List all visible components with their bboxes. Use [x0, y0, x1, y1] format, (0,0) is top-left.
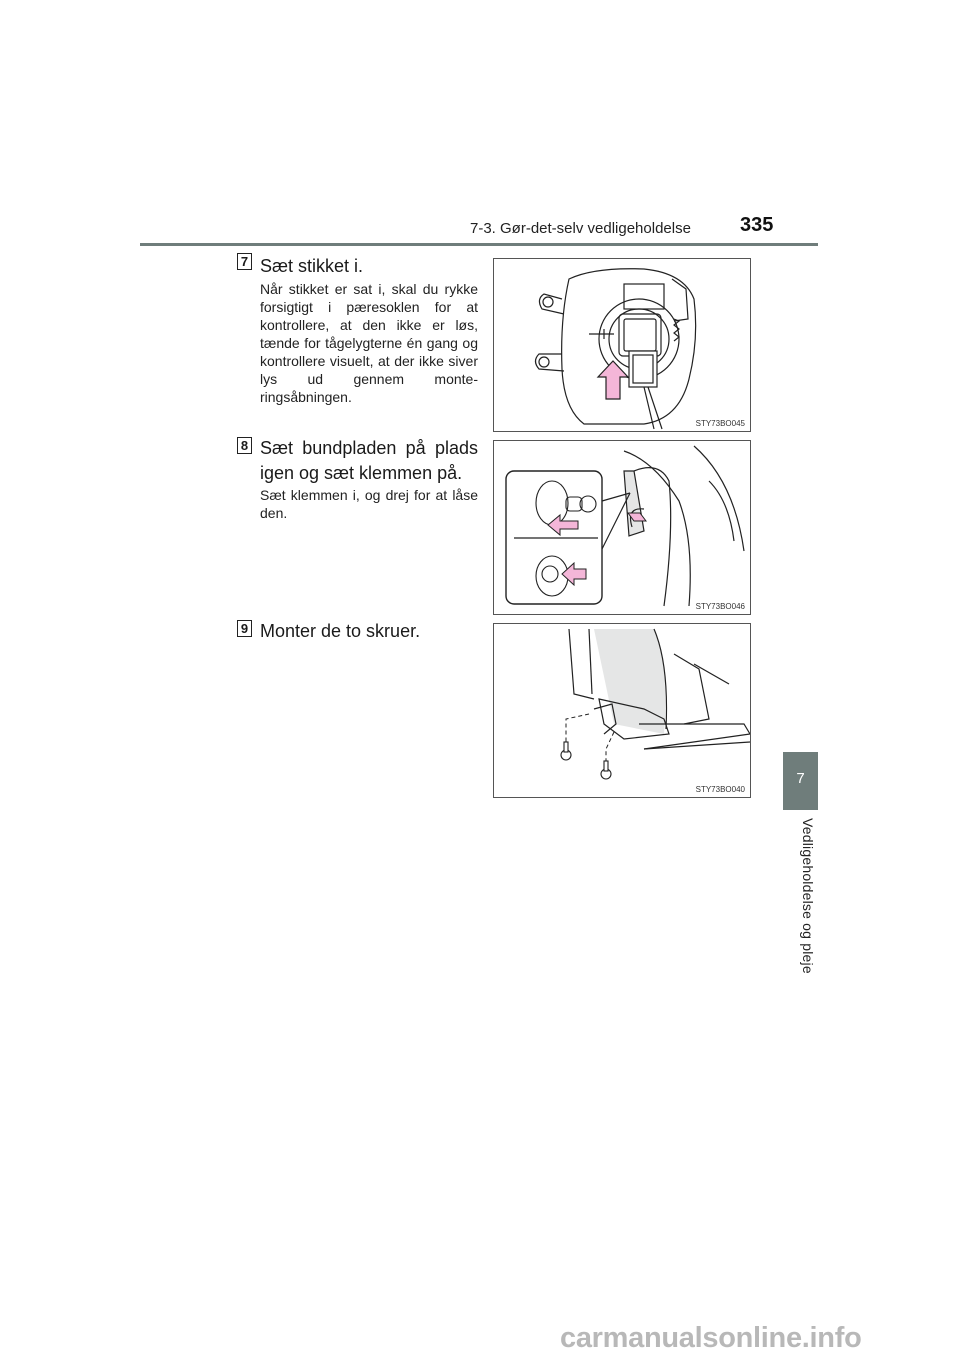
step-7-badge: 7	[237, 253, 252, 270]
figure-clip-install	[493, 440, 751, 615]
up-arrow	[598, 361, 628, 399]
step-9-badge: 9	[237, 620, 252, 637]
step-9-title: Monter de to skruer.	[260, 621, 421, 641]
header-rule	[140, 243, 818, 246]
chapter-number: 7	[796, 770, 805, 787]
fog-light-illustration	[494, 259, 750, 431]
chapter-title: Vedligeholdelse og pleje	[800, 818, 816, 974]
figure-fog-light-connector	[493, 258, 751, 432]
step-8-title: Sæt bundpladen på plads igen og sæt klemmen på.	[260, 438, 478, 483]
watermark: carmanualsonline.info	[560, 1322, 862, 1354]
section-title: 7-3. Gør-det-selv vedligeholdelse	[470, 220, 691, 237]
step-8-badge: 8	[237, 437, 252, 454]
step-8-body: Sæt klemmen i, og drej for at låse den.	[260, 487, 478, 521]
step-7-title: Sæt stikket i.	[260, 256, 364, 276]
step-7-body: Når stikket er sat i, skal du rykke forsigtigt i pæresoklen for at kontrollere, at den ikke er løs, tænde for tågelygterne én gang og kontrollere visuelt, at der ikke siver lys ud gennem monte-ringsåbningen.	[260, 281, 478, 405]
figure-code: STY73BO046	[695, 602, 745, 611]
page-number: 335	[740, 214, 774, 236]
clip-illustration	[494, 441, 750, 614]
figure-screws	[493, 623, 751, 798]
figure-code: STY73BO045	[695, 419, 745, 428]
screws-illustration	[494, 624, 750, 797]
figure-code: STY73BO040	[695, 785, 745, 794]
